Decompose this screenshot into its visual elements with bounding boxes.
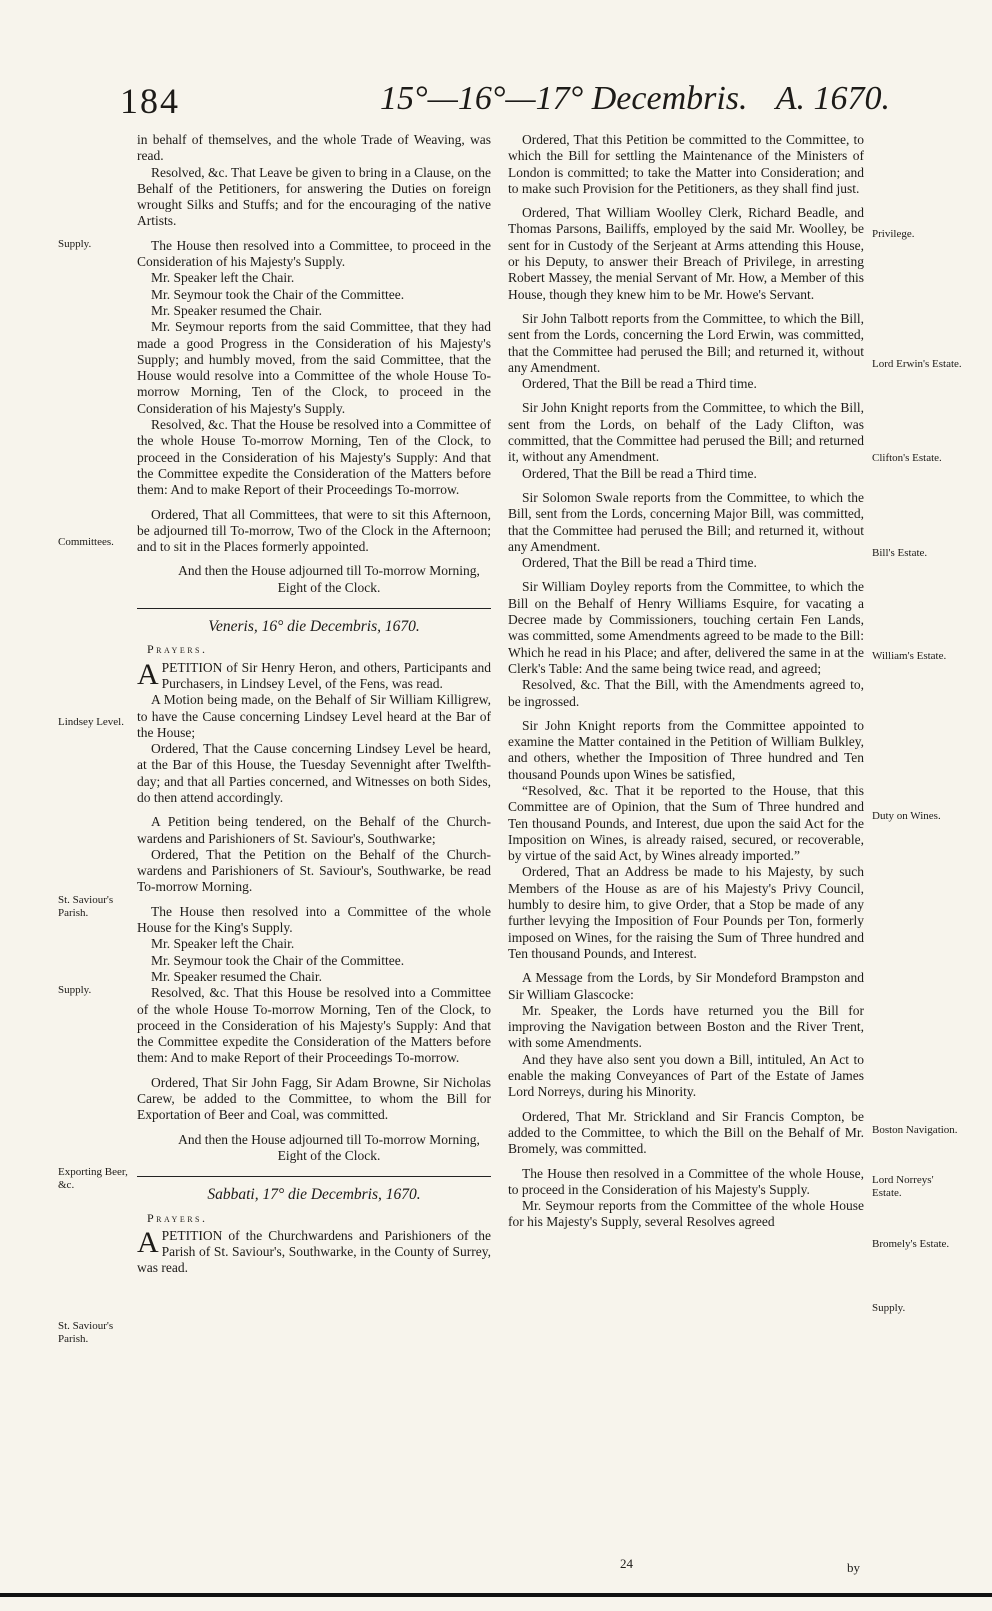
paragraph: APETITION of Sir Henry Heron, and others, Participants and Purchasers, in Lindsey Level, of the Fens, was read. (137, 657, 491, 691)
margin-note-privilege: Privilege. (872, 228, 915, 240)
running-dates: 15°—16°—17° Decembris. (380, 80, 748, 117)
margin-note-lindsey-level: Lindsey Level. (58, 716, 124, 728)
paragraph: Mr. Seymour reports from the said Committee, that they had made a good Progress in the Consideration of his Majesty's Supply; and humbly moved, from the said Committee, that the House would resolve into a Committee of the whole House To-morrow Morning, Ten of the Clock, to proceed in the Consideration of his Majesty's Supply. (137, 319, 491, 416)
day-heading: Sabbati, 17° die Decembris, 1670. (207, 1186, 421, 1204)
margin-note-bill: Bill's Estate. (872, 547, 928, 559)
margin-note-duty-on-wines: Duty on Wines. (872, 810, 941, 822)
day-heading: Veneris, 16° die Decembris, 1670. (208, 618, 420, 636)
paragraph: Ordered, That all Committees, that were to sit this Afternoon, be adjourned till To-morrow, Two of the Clock in the Afternoon; and to sit in the Places formerly appointed. (137, 506, 491, 555)
margin-note-lord-erwin: Lord Erwin's Estate. (872, 358, 962, 370)
adjournment-note: And then the House adjourned till To-morrow Morning, Eight of the Clock. (178, 563, 480, 595)
paragraph: APETITION of the Churchwardens and Parishioners of the Parish of St. Saviour's, Southwarke, in the County of Surrey, was read. (137, 1225, 491, 1276)
paragraph: in behalf of themselves, and the whole Trade of Weaving, was read. (137, 132, 491, 164)
paragraph: Mr. Speaker left the Chair. (151, 936, 295, 952)
catchword: by (847, 1560, 860, 1575)
paragraph: Mr. Speaker left the Chair. (151, 270, 295, 286)
paragraph: The House then resolved into a Committee of the whole House for the King's Supply. (137, 903, 491, 936)
margin-note-clifton: Clifton's Estate. (872, 452, 942, 464)
paragraph: Mr. Speaker resumed the Chair. (151, 302, 322, 318)
margin-note-exporting-beer: Exporting Beer, &c. (58, 1166, 128, 1191)
margin-note-boston-navigation: Boston Navigation. (872, 1124, 958, 1136)
page-header (120, 80, 890, 130)
signature-mark: 24 (620, 1556, 633, 1571)
paragraph: Ordered, That Mr. Strickland and Sir Francis Compton, be added to the Committee, to which the Bill on the Behalf of Mr. Bromely, was committed. (508, 1108, 864, 1157)
paragraph: Ordered, That the Petition on the Behalf of the Church-wardens and Parishioners of St. Saviour's, Southwarke, be read To-morrow Morning. (137, 846, 491, 895)
paragraph: A Petition being tendered, on the Behalf of the Church-wardens and Parishioners of St. Saviour's, Southwarke; (137, 814, 491, 846)
paragraph: The House then resolved in a Committee of the whole House, to proceed in the Consideration of his Majesty's Supply. (508, 1165, 864, 1197)
paragraph: A Message from the Lords, by Sir Mondeford Brampston and Sir William Glascocke: (508, 970, 864, 1002)
paragraph: Ordered, That Sir John Fagg, Sir Adam Browne, Sir Nicholas Carew, be added to the Committee, to whom the Bill for Exportation of Beer and Coal, was committed. (137, 1074, 491, 1123)
paragraph: “Resolved, &c. That it be reported to the House, that this Committee are of Opinion, that the Sum of Three hundred and Ten thousand Pounds, and Interest, due upon the said Act for the Imposition on Wines, is already raised, secured, or recoverable, by virtue of the said Act, by Wines already imported.” (508, 782, 864, 864)
paragraph: Mr. Seymour reports from the Committee of the whole House for his Majesty's Supply, several Resolves agreed (508, 1198, 864, 1230)
running-year: A. 1670. (775, 80, 890, 117)
paragraph: Ordered, That an Address be made to his Majesty, by such Members of the House as are of his Majesty's Privy Council, humbly to desire him, to give Order, that a Stop be made of any further levying the Imposition of Four Pounds per Ton, formerly imposed on Wines, for the raising the Sum of Three hundred and Ten thousand Pounds, and Interest. (508, 864, 864, 961)
margin-note-st-saviours: St. Saviour's Parish. (58, 1320, 114, 1345)
paragraph: Ordered, That this Petition be committed to the Committee, to which the Bill for settling the Maintenance of the Ministers of London is committed; to take the Matter into Consideration; and to make such Provision for the Petitioners, as they shall find just. (508, 132, 864, 196)
margin-note-williams: William's Estate. (872, 650, 947, 662)
paragraph: Sir John Knight reports from the Committee, to which the Bill, sent from the Lords, on behalf of the Lady Clifton, was committed, that the Committee had perused the Bill; and returned it, without any Amendment. (508, 400, 864, 465)
paragraph: Mr. Seymour took the Chair of the Committee. (151, 286, 405, 302)
paragraph: Sir John Knight reports from the Committee appointed to examine the Matter contained in the Petition of William Bulkley, and others, whether the Imposition of Three hundred and Ten thousand Pounds upon Wines be satisfied, (508, 717, 864, 782)
prayers-heading: Prayers. (147, 642, 208, 657)
section-divider (137, 608, 491, 609)
section-divider (137, 1176, 491, 1177)
paragraph: Sir John Talbott reports from the Committee, to which the Bill, sent from the Lords, concerning the Lord Erwin, was committed, that the Committee had perused the Bill; and returned it, without any Amendment. (508, 310, 864, 375)
paragraph: Ordered, That William Woolley Clerk, Richard Beadle, and Thomas Parsons, Bailiffs, employed by the said Mr. Woolley, be sent for in Custody of the Serjeant at Arms attending this House, or his Deputy, to answer their Breach of Privilege, in arresting Robert Massey, the menial Servant of Mr. How, a Member of this House, though they knew him to be Mr. Howe's Servant. (508, 205, 864, 302)
page-edge-rule (0, 1593, 992, 1597)
paragraph: Ordered, That the Bill be read a Third time. (522, 555, 757, 571)
margin-note-supply: Supply. (872, 1302, 906, 1314)
prayers-heading: Prayers. (147, 1210, 208, 1225)
margin-note-lord-norreys: Lord Norreys' Estate. (872, 1174, 934, 1199)
paragraph: Mr. Speaker resumed the Chair. (151, 968, 322, 984)
paragraph: Ordered, That the Bill be read a Third time. (522, 465, 757, 481)
paragraph: Mr. Seymour took the Chair of the Committee. (151, 952, 405, 968)
paragraph: Mr. Speaker, the Lords have returned you the Bill for improving the Navigation between Boston and the River Trent, with some Amendments. (508, 1002, 864, 1051)
right-column (508, 132, 864, 1231)
margin-note-st-saviours: St. Saviour's Parish. (58, 894, 114, 919)
adjournment-note: And then the House adjourned till To-morrow Morning, Eight of the Clock. (178, 1131, 480, 1163)
paragraph: Sir Solomon Swale reports from the Committee, to which the Bill, sent from the Lords, concerning Major Bill, was committed, that the Committee had perused the Bill; and returned it, without any Amendment. (508, 489, 864, 554)
paragraph: Resolved, &c. That this House be resolved into a Committee of the whole House To-morrow Morning, Ten of the Clock, to proceed in the Consideration of his Majesty's Supply: And that the Committee expedite the Consideration of the Matters before them: And to make Report of their Proceedings To-morrow. (137, 985, 491, 1066)
page-number: 184 (120, 81, 180, 121)
paragraph: Resolved, &c. That Leave be given to bring in a Clause, on the Behalf of the Petitioners, for answering the Duties on foreign wrought Silks and Stuffs; and for the encouraging of the native Artists. (137, 164, 491, 229)
paragraph: Ordered, That the Bill be read a Third time. (522, 376, 757, 392)
margin-note-committees: Committees. (58, 536, 114, 548)
paragraph: Ordered, That the Cause concerning Lindsey Level be heard, at the Bar of this House, the Tuesday Sevennight after Twelfth-day; and that all Parties concerned, and Witnesses on both Sides, do then attend accordingly. (137, 741, 491, 805)
margin-note-supply: Supply. (58, 984, 92, 996)
margin-note-bromely: Bromely's Estate. (872, 1238, 950, 1250)
margin-note-supply: Supply. (58, 238, 92, 250)
paragraph: And they have also sent you down a Bill, intituled, An Act to enable the making Conveyances of Part of the Estate of James Lord Norreys, during his Minority. (508, 1051, 864, 1100)
left-column (137, 132, 491, 1277)
paragraph: The House then resolved into a Committee, to proceed in the Consideration of his Majesty's Supply. (137, 237, 491, 270)
paragraph: Resolved, &c. That the House be resolved into a Committee of the whole House To-morrow Morning, Ten of the Clock, to proceed in the Consideration of his Majesty's Supply: And that the Committee expedite the Consideration of the Matters before them: And to make Report of their Proceedings To-morrow. (137, 417, 491, 498)
paragraph: A Motion being made, on the Behalf of Sir William Killigrew, to have the Cause concerning Lindsey Level heard at the Bar of the House; (137, 692, 491, 740)
paragraph: Resolved, &c. That the Bill, with the Amendments agreed to, be ingrossed. (508, 677, 864, 709)
paragraph: Sir William Doyley reports from the Committee, to which the Bill on the Behalf of Henry Williams Esquire, for vacating a Decree made by Commissioners, touching certain Fen Lands, was committed, some Amendments agreed to be made to the Bill: Which he read in his Place; and after, delivered the same in at the Clerk's Table: And the same being twice read, and agreed; (508, 579, 864, 676)
